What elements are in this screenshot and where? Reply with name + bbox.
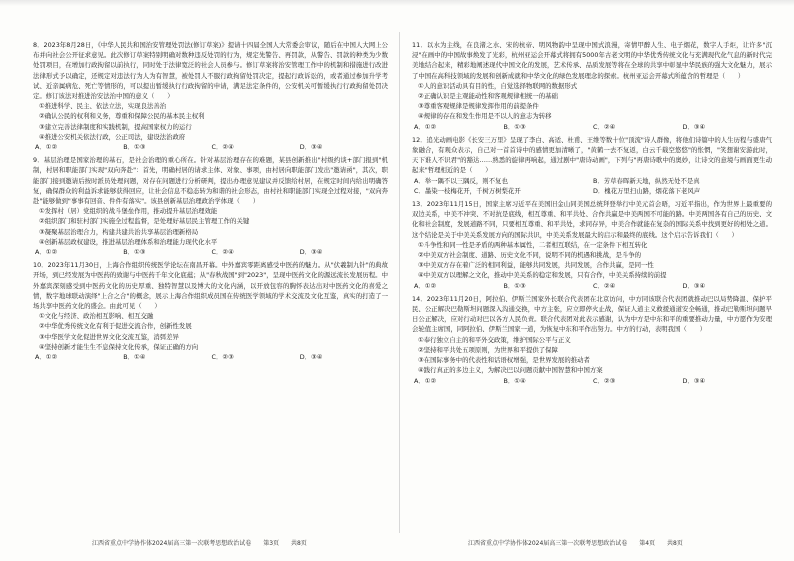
left-column: [33, 40, 388, 520]
answer-choice[interactable]: B．①④: [503, 376, 526, 385]
question-stem: 10．2023年11月30日，上海合作组织传统医学论坛在南昌开幕。中外嘉宾零距离感受中医药的魅力。从"伏羲制九针"的典故开场，到已经发展为中医药的致谢与中医药千年文化底蕴；从"春秋战国"到"2023"，呈现中医药文化的源远流长发展历程。中外嘉宾深刻感受到中医药文化的历史厚重、独特智慧以及博大的文化内涵，以开放包容的胸怀表达出对中医药文化的喜爱之情，数字地球联动演绎"上合之合"的概念，展示上海合作组织成员国在传统医学领域的学术交流及文化互鉴，真实的打造了一场共享中医药文化的盛会。由此可见（ ）: [33, 261, 388, 311]
statement-option: ②组织部门和驻村部门实施全过程监督，是处理好基层民主管理工作的关键: [39, 217, 250, 226]
answer-choice[interactable]: A．①②: [414, 122, 437, 131]
answer-choice[interactable]: B．①④: [123, 353, 146, 362]
answer-choice[interactable]: D．③④: [682, 122, 706, 131]
question-block: [412, 294, 772, 386]
scan-shadow: [0, 0, 794, 6]
answer-choice[interactable]: C．②③: [211, 353, 234, 362]
statement-option: ②中美双方社会制度、道路、历史文化不同，说明不同的机遇和挑战，是斗争的: [418, 251, 642, 260]
answer-choice[interactable]: D．③④: [682, 281, 706, 290]
choice-row: [33, 142, 388, 152]
question-block: [33, 155, 388, 257]
answer-choice[interactable]: C．②④: [593, 122, 616, 131]
answer-choice[interactable]: B．①③: [503, 122, 526, 131]
statement-option: ③在国际事务中的代表性和话语权增强，是世界发展的推动者: [418, 356, 590, 365]
answer-choice[interactable]: C．②④: [593, 281, 616, 290]
statement-option: ②坚持和平共处五项原则，为世界和平提供了保障: [418, 345, 558, 354]
right-footer: [468, 538, 693, 547]
statement-option: ①人的意识活动具有目的性，自觉选择物联网的数据形式: [418, 81, 578, 90]
question-stem: 9．基层治理是国家治理的基石，是社会治理的重心所在。针对基层治理存在的难题，某县创新推出"村级约谈+部门报到"机制，村居和职能部门实现"双向奔赴"：首先，明确村居的请求主体、对象、事项，由村居向职能部门发出"邀请函"，其次，职能部门接到邀请后按时派员处理问题，对存在问题进行分析研判，提出办理意见建议并反馈给村居，在规定时间内给出明确答复，确保群众的利益诉求能够获得回应，让社会信息不稳态转为和谐的社会形态，由村社和职能部门实现全过程对接，"双向奔赴"能够做到"事事有回音、件件有落实"。该县创新基层治理政治学体现（ ）: [33, 156, 388, 206]
answer-choice[interactable]: C．②③: [593, 376, 616, 385]
statement-option: ④中美双方以理解之文化，推动中美关系的稳定和发展，只有合作，中美关系持续的前提: [418, 271, 667, 280]
statement-option: ③中美双方存在着广泛的相同利益，能够共同发展，共同发展，合作共赢，是同一性: [418, 261, 654, 270]
statement-option: ③尊重客观规律是规律发挥作用的前提条件: [418, 102, 539, 111]
choice-row: [412, 376, 772, 386]
question-stem: 8．2023年8月28日，《中华人民共和国治安管理处罚法(修订草案)》提请十四届全国人大常委会审议，随后在中国人大网上公布并向社会公开征求意见。此次修订草案特别明确对数种违反处罚的行为，规定先警告、再罚款，从警告、罚款的种类为少数处罚项目，在增加行政拘留以前执行，同时处于法律宽泛的社会人员参与。修订草案将治安管理工作中的机制和措施进行改进法律形式予以确定，还规定对违法行为人为有智慧，被处罚人不服行政拘留处罚决定，提起行政诉讼的，或者通过参加升学考试、近亲属病危、死亡等情形的，可以提出暂缓执行行政拘留的申请，满足法定条件的，公安机关可暂缓执行行政拘留处罚决定。修订该法对推进治安法治中国的意义（ ）: [33, 41, 388, 101]
column-divider: [399, 32, 400, 533]
answer-choice[interactable]: A．①②: [35, 248, 58, 257]
footer-total: 共8页: [666, 540, 683, 547]
question-block: [33, 260, 388, 362]
footer-title: 江西省重点中学协作体2024届高三第一次联考思想政治试卷: [468, 540, 628, 547]
answer-choice[interactable]: A．举一隅不以三隅反，则不复也: [414, 176, 508, 185]
question-stem: 12．追光动画电影《长安三万里》呈现了李白、高适、杜甫、王维等数十位"顶流"诗人群像，将他们诗篇中的人生历程与盛唐气象融合，有观众表示，自己对一首首诗中的感情更加清晰了，"黄鹤一去不复返，白云千载空悠悠"的怅惘，"笑想谢安游此时，天下谁人不识君"的豁达……熟悉的旋律再响起，通过剧中"唐诗动画"，下列与"再唐诗歌中的奥妙，让诗文的意境与画面更生动起来"哲理相近的是（ ）: [412, 135, 772, 175]
footer-total: 共8页: [290, 540, 307, 547]
left-footer: [92, 538, 317, 547]
answer-choice[interactable]: B．①③: [123, 143, 146, 152]
statement-option: ③中华医学文化促进世界文化交流互鉴，消弭差异: [39, 332, 179, 341]
answer-choice[interactable]: D．③④: [299, 248, 323, 257]
answer-choice[interactable]: D．③④: [682, 376, 706, 385]
choice-row: [412, 176, 772, 186]
statement-option: ①发挥村（居）党组织的战斗堡垒作用，推动提升基层治理效能: [39, 207, 218, 216]
question-stem: 11．以水为主线，在良渚之水、宋的杭帝、明风物韵中呈现中国式浪漫，寄情甲醉人生、电子烟花，数字人手炬，让许多"沉浸"在画中的中国故事焕发了光彩，杭州亚运会开幕式将拥有5000年古老文明的中华优秀传统文化与充满现代化气息的新时代完美地结合起来，精彩地阐述现代中国文化的发展，艺术传承、品质发展等将在全球的共享中彰显中华民族的强大文化魅力，展示了中国在高科技领域的发展和创新成就和中华文化的绿色发展理念的探索。杭州亚运会开幕式所蕴含的哲理是（ ）: [412, 41, 772, 80]
choice-row: [412, 186, 772, 196]
statement-option: ④推进公安机关依法行政，公正司法，建设法治政府: [39, 132, 186, 141]
question-block: [412, 40, 772, 132]
answer-choice[interactable]: A．①②: [414, 281, 437, 290]
statement-option: ②正确认识是主观能动性和客观规律相统一的基础: [418, 92, 558, 101]
statement-option: ④规律的存在和发生作用是不以人的意志为转移: [418, 112, 552, 121]
question-block: [412, 199, 772, 291]
question-block: [412, 135, 772, 196]
answer-choice[interactable]: B．①③: [123, 248, 146, 257]
right-column: [412, 40, 772, 520]
answer-choice[interactable]: D．③④: [299, 353, 323, 362]
answer-choice[interactable]: B．①③: [503, 281, 526, 290]
choice-row: [412, 281, 772, 291]
answer-choice[interactable]: C．墨染一枝梅花开，千树万树梨花开: [414, 186, 521, 195]
statement-option: ④坚持创新才能生生不息保持文化传承，保证正确的方向: [39, 342, 199, 351]
answer-choice[interactable]: B．芳草春晖新天地，纵然无处不是真: [593, 176, 700, 185]
answer-choice[interactable]: C．②④: [211, 143, 234, 152]
answer-choice[interactable]: D．槐花万里扫山路，烟花落下老风声: [593, 186, 701, 195]
question-stem: 14．2023年11月20日，阿拉伯、伊斯兰国家外长联合代表团在北京访问，中方同该联合代表团就推动巴以局势降温、保护平民、公正解决巴勒斯坦问题深入沟通交换，中方主张，应立即停火止战，保证人道主义救援通道安全畅通，推动巴勒斯坦问题早日公正解决，应对行动对巴以各方人民负责。联合代表团对此表示感谢，认为中方是中东和平的重要推动力量，中方愿作为安理会轮值主席国，同阿拉伯、伊斯兰国家一道，为恢复中东和平作出努力。中方的行动，表明我国（ ）: [412, 294, 772, 334]
answer-choice[interactable]: C．②④: [211, 248, 234, 257]
statement-option: ①文化与经济、政治相互影响、相互交融: [39, 312, 154, 321]
answer-choice[interactable]: A．①②: [35, 143, 58, 152]
question-stem: 13．2023年11月15日，国家主席习近平在美国旧金山同美国总统拜登举行中美元首会晤，习近平指出，作为世界上最重要的双边关系，中美不冲突、不对抗是底线，相互尊重、和平共处、合作共赢是中美两国不可能的路。中美两国各有自己的历史、文化和社会制度，发展道路不同，只要相互尊重、和平共处，求同存异，中美合作就能在复杂的国际关系中找到更好的相处之道。这个结论是关于中美关系发展方向的国际共识，中美关系发展最大的启示和最终的底线。这个启示告诉我们（ ）: [412, 200, 772, 239]
statement-option: ④践行真正的多边主义，为解决巴以问题贡献中国智慧和中国方案: [418, 366, 603, 375]
answer-choice[interactable]: A．①②: [35, 353, 58, 362]
choice-row: [33, 247, 388, 257]
statement-option: ②中华优秀传统文化有利于促进交流合作，创新性发展: [39, 322, 192, 331]
statement-option: ③凝聚基层治理合力，构建共建共治共享基层治理新格局: [39, 227, 199, 236]
footer-page: 第3页: [263, 540, 280, 547]
statement-option: ③建立完善法律制度和实践机制，提高国家权力的运行: [39, 122, 192, 131]
statement-option: ①推进科学、民主、依法立法，实现良法善治: [39, 102, 167, 111]
choice-row: [412, 122, 772, 132]
footer-page: 第4页: [639, 540, 656, 547]
question-block: [33, 40, 388, 152]
choice-row: [33, 352, 388, 362]
answer-choice[interactable]: D．③④: [299, 143, 323, 152]
statement-option: ④创新基层政权建设，推进基层治理体系和治理能力现代化水平: [39, 237, 218, 246]
statement-option: ①奉行独立自主的和平外交政策，维护国际公平与正义: [418, 335, 571, 344]
statement-option: ①斗争性和同一性是矛盾的两种基本属性，二者相互联结，在一定条件下相互转化: [418, 240, 648, 249]
statement-option: ②确认公民的权利和义务，尊重和保障公民的基本民主权利: [39, 112, 205, 121]
footer-title: 江西省重点中学协作体2024届高三第一次联考思想政治试卷: [92, 540, 252, 547]
answer-choice[interactable]: A．①②: [414, 376, 437, 385]
